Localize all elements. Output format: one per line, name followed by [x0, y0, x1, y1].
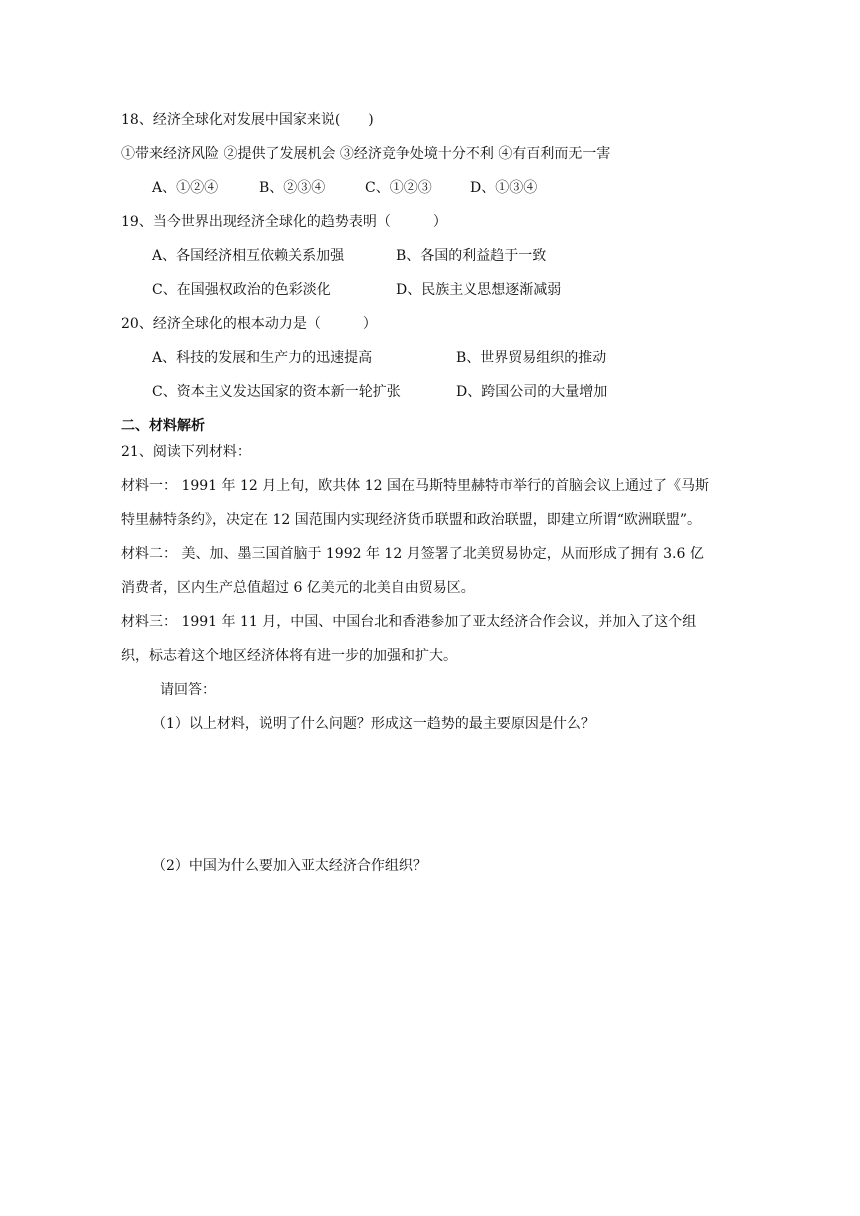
question-20-option-a: A、科技的发展和生产力的迅速提高: [152, 350, 373, 366]
section-heading: 二、材料解析: [121, 418, 205, 434]
question-19-option-a: A、各国经济相互依赖关系加强: [152, 248, 345, 264]
material-1-line-2: 特里赫特条约》，决定在 12 国范围内实现经济货币联盟和政治联盟，即建立所谓“欧洲联盟”。: [121, 512, 702, 528]
material-3-line-2: 织，标志着这个地区经济体将有进一步的加强和扩大。: [121, 648, 457, 664]
question-19-option-c: C、在国强权政治的色彩淡化: [152, 282, 331, 298]
question-20-stem: 20、经济全球化的根本动力是（ ）: [121, 316, 377, 332]
material-2-line-1: 材料二： 美、加、墨三国首脑于 1992 年 12 月签署了北美贸易协定，从而形成了拥有 3.6 亿: [121, 546, 704, 562]
question-21-stem: 21、阅读下列材料：: [121, 444, 251, 460]
question-18-statements: ①带来经济风险 ②提供了发展机会 ③经济竞争处境十分不利 ④有百利而无一害: [121, 146, 611, 162]
answer-prompt: 请回答：: [160, 682, 216, 698]
question-18-option-d: D、①③④: [470, 180, 538, 196]
material-3-line-1: 材料三： 1991 年 11 月，中国、中国台北和香港参加了亚太经济合作会议，并加入了这个组: [121, 614, 697, 630]
sub-question-2: （2）中国为什么要加入亚太经济合作组织？: [152, 858, 427, 874]
question-18-stem: 18、经济全球化对发展中国家来说( ): [121, 112, 374, 128]
question-18-option-c: C、①②③: [365, 180, 432, 196]
material-1-line-1: 材料一： 1991 年 12 月上旬，欧共体 12 国在马斯特里赫特市举行的首脑会议上通过了《马斯: [121, 478, 709, 494]
question-18-option-b: B、②③④: [259, 180, 326, 196]
sub-question-1: （1）以上材料，说明了什么问题？形成这一趋势的最主要原因是什么？: [152, 716, 595, 732]
question-18-option-a: A、①②④: [152, 180, 219, 196]
question-20-option-b: B、世界贸易组织的推动: [456, 350, 607, 366]
question-19-option-d: D、民族主义思想逐渐减弱: [396, 282, 562, 298]
question-19-stem: 19、当今世界出现经济全球化的趋势表明（ ）: [121, 214, 447, 230]
question-20-option-d: D、跨国公司的大量增加: [456, 384, 608, 400]
question-20-option-c: C、资本主义发达国家的资本新一轮扩张: [152, 384, 401, 400]
material-2-line-2: 消费者，区内生产总值超过 6 亿美元的北美自由贸易区。: [121, 580, 475, 596]
question-19-option-b: B、各国的利益趋于一致: [396, 248, 547, 264]
